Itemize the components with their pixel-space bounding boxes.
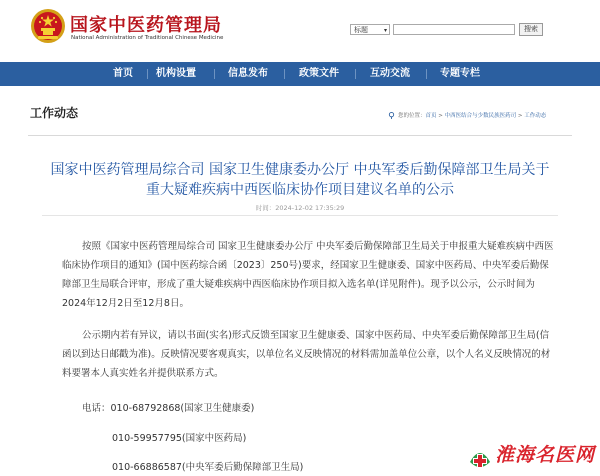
section-divider bbox=[28, 135, 572, 136]
nav-divider bbox=[426, 69, 427, 79]
breadcrumb-current[interactable]: 工作动态 bbox=[524, 113, 547, 119]
contact-row-1 bbox=[82, 400, 254, 414]
search-input[interactable] bbox=[393, 24, 515, 35]
article-publish-time: 时间：2024-12-02 17:35:29 bbox=[255, 204, 345, 212]
nav-divider bbox=[214, 69, 215, 79]
nav-item-organization[interactable]: 机构设置 bbox=[156, 68, 196, 79]
breadcrumb-separator: > bbox=[436, 113, 445, 119]
contact-phone: 010-68792868(国家卫生健康委) bbox=[110, 403, 255, 414]
chevron-down-icon: ▾ bbox=[383, 27, 387, 34]
contact-label: 电话： bbox=[82, 403, 111, 414]
watermark-text: 淮海名医网 bbox=[495, 444, 596, 466]
breadcrumb-home[interactable]: 首页 bbox=[425, 113, 437, 119]
nav-item-topics[interactable]: 专题专栏 bbox=[440, 68, 480, 79]
nav-item-news[interactable]: 信息发布 bbox=[228, 68, 268, 79]
site-header bbox=[0, 0, 600, 62]
breadcrumb-department[interactable]: 中西医结合与少数民族医药司 bbox=[444, 113, 517, 119]
national-emblem-icon[interactable] bbox=[30, 8, 66, 44]
nav-divider bbox=[284, 69, 285, 79]
article-paragraph-1 bbox=[62, 237, 556, 313]
nav-item-policy[interactable]: 政策文件 bbox=[299, 68, 339, 79]
location-icon bbox=[388, 112, 395, 119]
search-button[interactable]: 搜索 bbox=[519, 23, 543, 36]
main-nav bbox=[0, 62, 600, 86]
article-paragraph-2-text: 公示期内若有异议，请以书面(实名)形式反馈至国家卫生健康委、国家中医药局、中央军委后勤保障部卫生局(信函以到达日邮戳为准)。反映情况要客观真实，以单位名义反映情况的材料需加盖单位公章，以个人名义反映情况的材料要署本人真实姓名并提供联系方式。 bbox=[62, 330, 551, 379]
contact-phone: 010-59957795(国家中医药局) bbox=[112, 433, 247, 444]
nav-divider bbox=[147, 69, 148, 79]
section-title[interactable]: 工作动态 bbox=[30, 106, 79, 120]
breadcrumb bbox=[398, 111, 546, 119]
nav-item-home[interactable]: 首页 bbox=[113, 68, 133, 79]
nav-item-interaction[interactable]: 互动交流 bbox=[370, 68, 410, 79]
nav-divider bbox=[355, 69, 356, 79]
site-title[interactable]: 国家中医药管理局 bbox=[70, 15, 222, 36]
site-subtitle: National Administration of Traditional Chinese Medicine bbox=[71, 35, 224, 41]
search-scope-value: 标题 bbox=[354, 26, 368, 34]
article-paragraph-2 bbox=[62, 326, 556, 383]
article-title-line-2: 重大疑难疾病中西医临床协作项目建议名单的公示 bbox=[146, 182, 454, 198]
article-paragraph-1-text: 按照《国家中医药管理局综合司 国家卫生健康委办公厅 中央军委后勤保障部卫生局关于申报重大疑难疾病中西医临床协作项目的通知》(国中医药综合函〔2023〕250号)要求，经国家卫生健康委、国家中医药局、中央军委后勤保障部卫生局联合评审，形成了重大疑难疾病中西医临床协作项目拟入选名单(详见附件)。现予以公示，公示时间为2024年12月2日至12月8日。 bbox=[62, 241, 554, 309]
meta-divider bbox=[42, 215, 558, 216]
breadcrumb-prefix: 您的位置： bbox=[398, 113, 426, 119]
breadcrumb-separator: > bbox=[516, 113, 525, 119]
contact-phone: 010-66886587(中央军委后勤保障部卫生局) bbox=[112, 462, 304, 473]
search-scope-select[interactable] bbox=[350, 24, 390, 35]
article-title-line-1: 国家中医药管理局综合司 国家卫生健康委办公厅 中央军委后勤保障部卫生局关于 bbox=[50, 162, 550, 178]
